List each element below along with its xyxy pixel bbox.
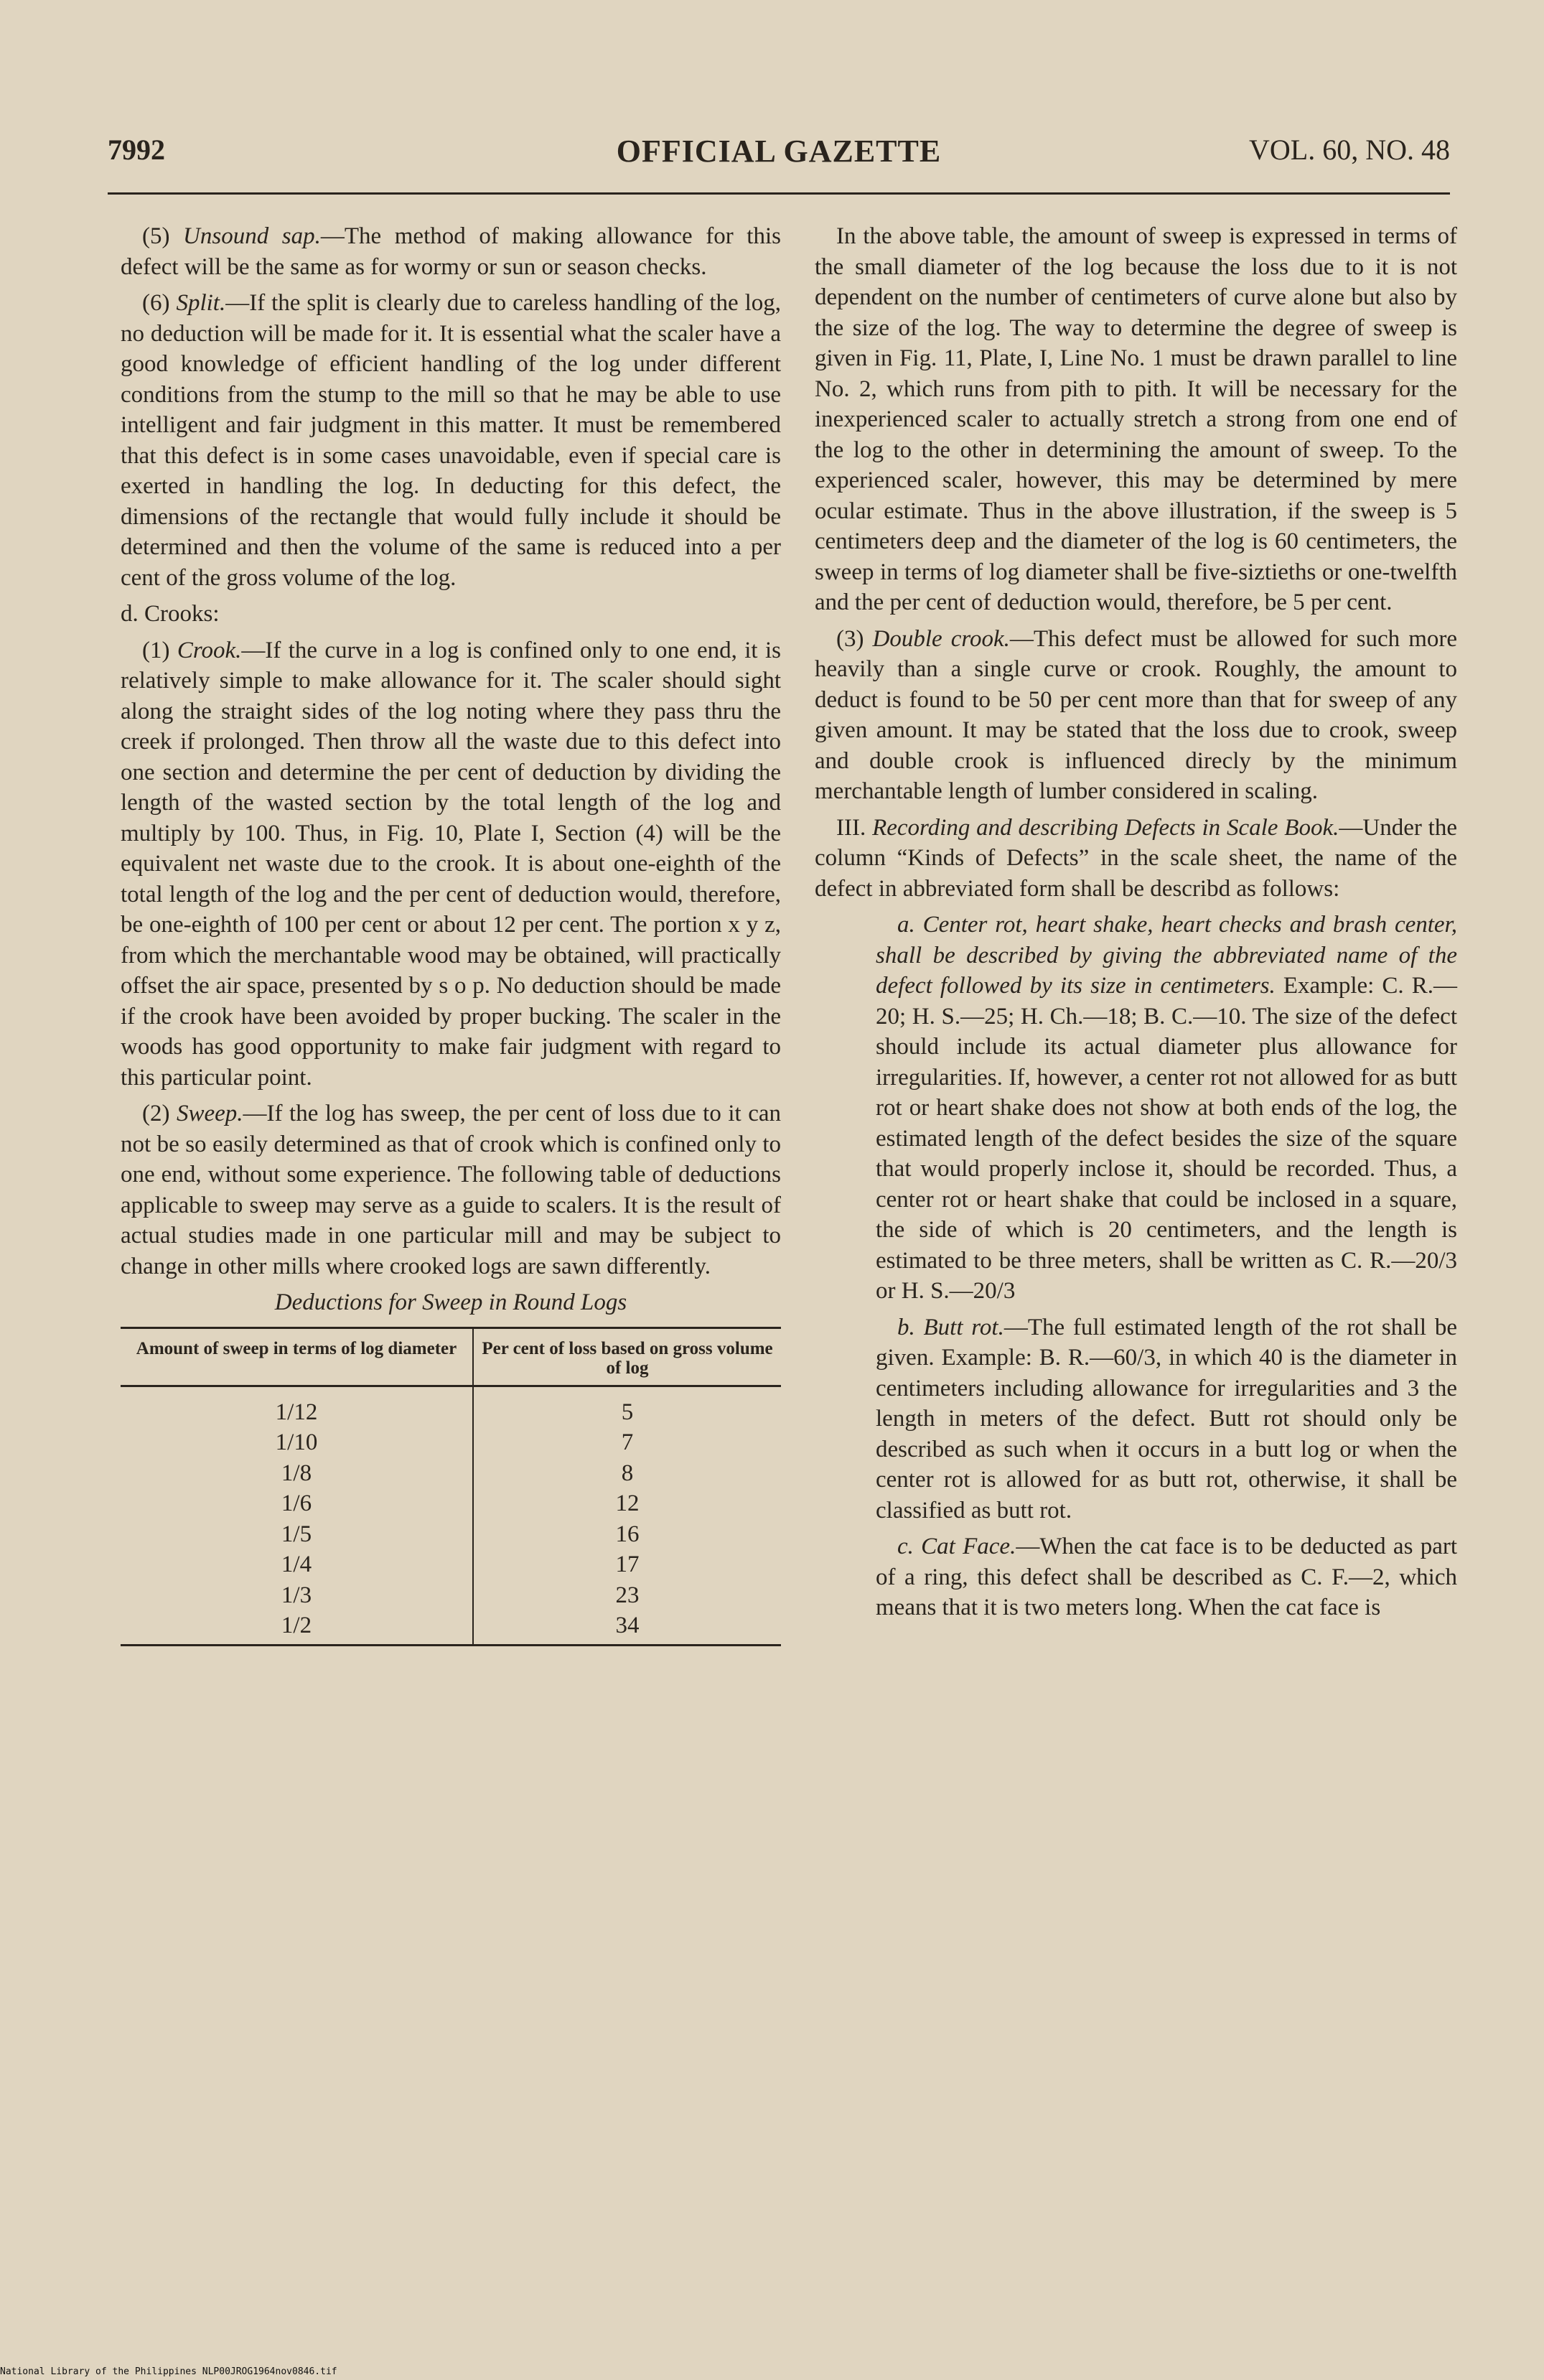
paragraph-text: —If the curve in a log is confined only to one end, it is relatively simple to make allowance for it. The scaler should sight along the straight sides of the log noting where they pass thru the creek if prolonged. Then throw all the waste due to this defect into one section and determine the per cent of deduction by dividing the length of the wasted section by the total length of the log and multiply by 100. Thus, in Fig. 10, Plate I, Section (4) will be the equivalent net waste due to the crook. It is about one-eighth of the total length of the log and the per cent of deduction would, therefore, be one-eighth of 100 per cent or about 12 per cent. The portion x y z, from which the merchantable wood may be obtained, will practically offset the air space, presented by s o p. No deduction should be made if the crook have been avoided by proper bucking. The scaler in the woods has good opportunity to make fair judgment with regard to this particular point. xyxy=(121,637,781,1091)
item-text: —The full estimated length of the rot shall be given. Example: B. R.—60/3, in which 40 is the diameter in centimeters including allowance for irregularities and 3 the length in meters of the defect. Butt rot should only be described as such when it occurs in a butt log or when the center rot is allowed for as butt rot, otherwise, it shall be classified as butt rot. xyxy=(876,1314,1457,1523)
loss-cell: 23 xyxy=(615,1582,640,1608)
paragraph-crook xyxy=(121,635,781,1093)
scan-footer: National Library of the Philippines NLP00JROG1964nov0846.tif xyxy=(0,2366,337,2377)
loss-cell: 12 xyxy=(615,1490,640,1516)
item-text: —When the cat face is to be deducted as part of a ring, this defect shall be described as C. F.—2, which means that it is two meters long. When the cat face is xyxy=(876,1534,1458,1620)
table-row xyxy=(121,1580,781,1611)
table-row xyxy=(121,1386,781,1427)
header-rule xyxy=(108,192,1450,195)
item-cat-face xyxy=(876,1531,1457,1623)
item-butt-rot xyxy=(876,1312,1457,1526)
paragraph-text: —If the log has sweep, the per cent of loss due to it can not be so easily determined as that of crook which is confined only to one end, without some experience. The following table of deductions applicable to sweep may serve as a guide to scalers. It is the result of actual studies made in one particular mill and may be subject to change in other mills where crooked logs are sawn differently. xyxy=(121,1101,781,1279)
item-label: c. Cat Face. xyxy=(897,1534,1016,1559)
column-header-loss: Per cent of loss based on gross volume of log xyxy=(473,1327,781,1386)
page-header xyxy=(108,133,1450,176)
loss-cell: 34 xyxy=(473,1610,781,1645)
item-center-rot xyxy=(876,910,1457,1307)
defect-label: Sweep. xyxy=(176,1101,243,1126)
defect-label: Crook. xyxy=(177,637,242,663)
item-number: (5) xyxy=(142,223,184,249)
paragraph-text: —The method of making allowance for this defect will be the same as for wormy or sun or season checks. xyxy=(121,223,781,280)
sweep-cell: 1/5 xyxy=(121,1519,473,1550)
sweep-cell: 1/3 xyxy=(121,1580,473,1611)
paragraph-sweep xyxy=(121,1098,781,1282)
loss-cell: 5 xyxy=(621,1399,634,1425)
item-number: (1) xyxy=(142,637,177,663)
table-row xyxy=(121,1427,781,1458)
left-column xyxy=(121,221,781,1646)
item-label: a. Center rot, heart shake, heart checks and brash center, shall be described by giving the abbreviated name of the defect followed by its size in centimeters. xyxy=(876,912,1457,999)
table-row xyxy=(121,1458,781,1489)
paragraph-double-crook xyxy=(815,624,1457,807)
sweep-cell: 1/8 xyxy=(121,1458,473,1489)
defect-label: Unsound sap. xyxy=(183,223,321,249)
paragraph-text: —This defect must be allowed for such more heavily than a single curve or crook. Roughly, the amount to deduct is found to be 50 per cent more than that for sweep of any given amount. It may be stated that the loss due to crook, sweep and double crook is influenced direcly by the minimum merchantable length of lumber considered in scaling. xyxy=(815,625,1458,804)
item-text: Example: C. R.—20; H. S.—25; H. Ch.—18; B. C.—10. The size of the defect should include its actual diameter plus allowance for irregularities. If, however, a center rot not allowed for as butt rot or heart shake does not show at both ends of the log, the estimated length of the defect besides the size of the square that would properly inclose it, should be recorded. Thus, a center rot or heart shake that could be inclosed in a square, the side of which is 20 centimeters, and the length is estimated to be three meters, shall be written as C. R.—20/3 or H. S.—20/3 xyxy=(876,973,1457,1304)
crooks-heading: d. Crooks: xyxy=(121,601,220,627)
paragraph-text: —Under the column “Kinds of Defects” in the scale sheet, the name of the defect in abbreviated form shall be describd as follows: xyxy=(815,814,1457,902)
page-number: 7992 xyxy=(108,134,165,166)
column-header-sweep: Amount of sweep in terms of log diameter xyxy=(121,1327,473,1386)
item-number: (3) xyxy=(836,625,873,652)
sweep-deduction-table xyxy=(121,1327,781,1646)
publication-title: OFFICIAL GAZETTE xyxy=(616,134,942,169)
table-row xyxy=(121,1519,781,1550)
loss-cell: 16 xyxy=(615,1521,640,1547)
item-number: (6) xyxy=(142,290,177,316)
paragraph-split xyxy=(121,288,781,593)
sweep-cell: 1/10 xyxy=(121,1427,473,1458)
sweep-cell: 1/6 xyxy=(121,1488,473,1519)
loss-cell: 8 xyxy=(621,1460,634,1486)
defect-label: Double crook. xyxy=(872,625,1010,652)
section-number: III. xyxy=(836,814,873,841)
volume-number: VOL. 60, NO. 48 xyxy=(1249,134,1450,166)
paragraph-text: —If the split is clearly due to careless handling of the log, no deduction will be made for it. It is essential what the scaler have a good knowledge of efficient handling of the log under different conditions from the stump to the mill so that he may be able to use intelligent and fair judgment in this matter. It must be remembered that this defect is in some cases unavoidable, even if special care is exerted in handling the log. In deducting for this defect, the dimensions of the rectangle that would fully include it should be determined and then the volume of the same is reduced into a per cent of the gross volume of the log. xyxy=(121,290,782,591)
paragraph-recording xyxy=(815,813,1457,905)
paragraph-unsound-sap xyxy=(121,221,781,282)
table-caption: Deductions for Sweep in Round Logs xyxy=(274,1289,627,1315)
section-label: Recording and describing Defects in Scale Book. xyxy=(872,814,1339,841)
sweep-cell: 1/12 xyxy=(121,1386,473,1427)
loss-cell: 7 xyxy=(621,1429,634,1455)
paragraph-table-explanation: In the above table, the amount of sweep is expressed in terms of the small diameter of the log because the loss due to it is not dependent on the number of centimeters of curve alone but also by the size of the log. The way to determine the degree of sweep is given in Fig. 11, Plate, I, Line No. 1 must be drawn parallel to line No. 2, which runs from pith to pith. It will be necessary for the inexperienced scaler to actually stretch a strong from one end of the log to the other in determining the amount of sweep. To the experienced scaler, however, this may be determined by mere ocular estimate. Thus in the above illustration, if the sweep is 5 centimeters deep and the diameter of the log is 60 centimeters, the sweep in terms of log diameter shall be five-siztieths or one-twelfth and the per cent of deduction would, therefore, be 5 per cent. xyxy=(815,223,1457,615)
table-row xyxy=(121,1610,781,1645)
defect-label: Split. xyxy=(176,290,226,316)
sweep-cell: 1/4 xyxy=(121,1549,473,1580)
table-row xyxy=(121,1488,781,1519)
right-column xyxy=(815,221,1457,1629)
loss-cell: 17 xyxy=(615,1551,640,1577)
item-label: b. Butt rot. xyxy=(897,1314,1004,1340)
item-number: (2) xyxy=(142,1101,177,1126)
table-row xyxy=(121,1549,781,1580)
sweep-cell: 1/2 xyxy=(121,1610,473,1645)
